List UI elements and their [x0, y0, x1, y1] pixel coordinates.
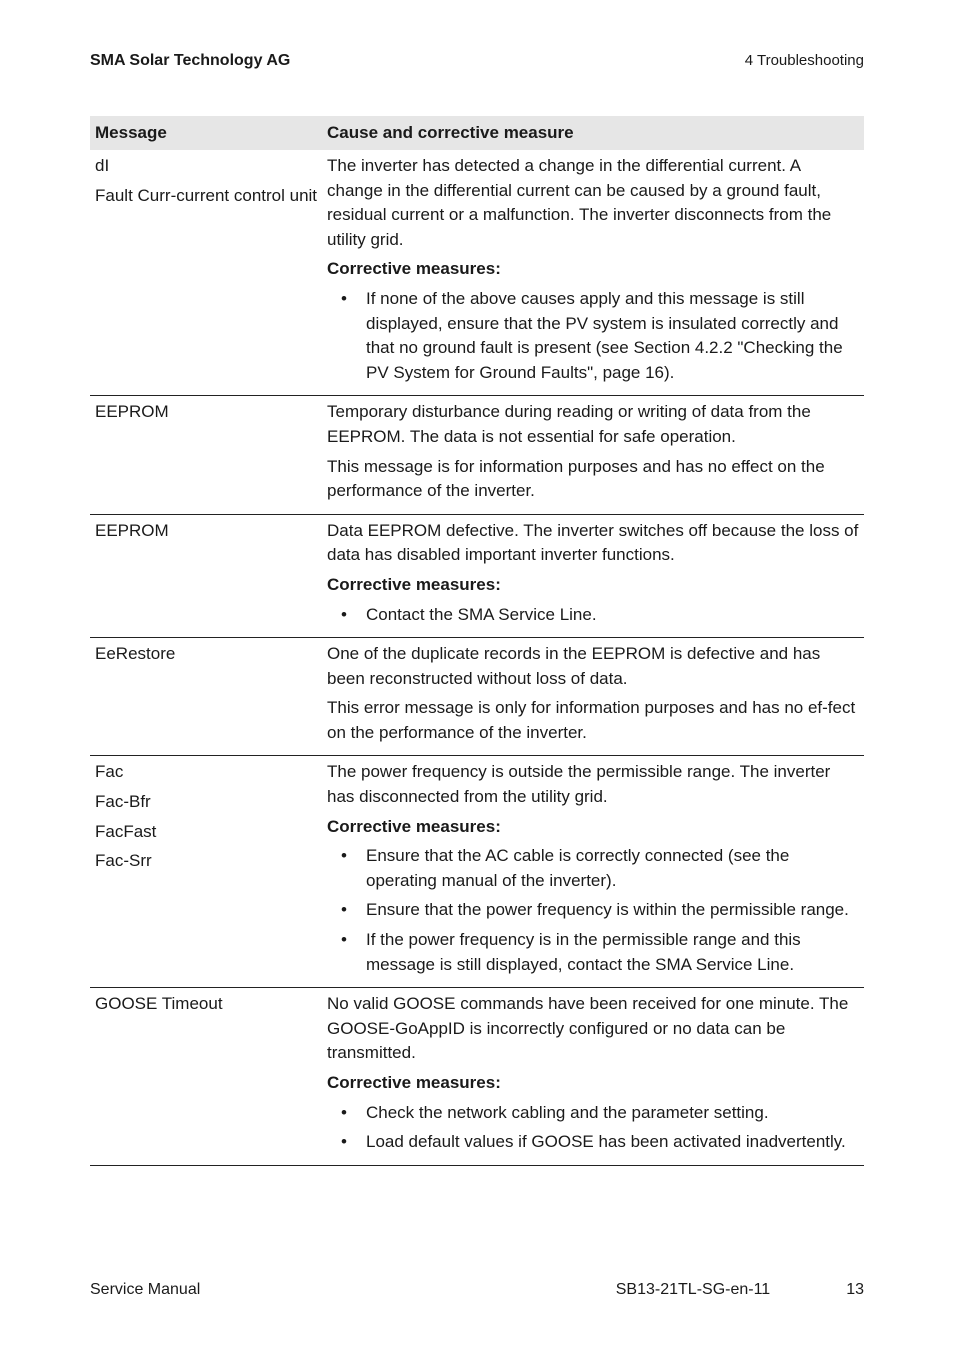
list-item-text: Ensure that the power frequency is within the permissible range.	[366, 900, 849, 920]
cause-cell	[322, 642, 864, 750]
corrective-measures-heading: Corrective measures:	[327, 574, 501, 594]
corrective-measures-heading: Corrective measures:	[327, 1073, 501, 1092]
list-item	[327, 898, 860, 923]
list-item	[327, 1130, 860, 1155]
cause-cell	[322, 992, 864, 1160]
cause-paragraph: This error message is only for information purposes and has no ef-fect on the performance of the inverter.	[327, 698, 856, 742]
message-code: Fac-Srr	[95, 851, 152, 871]
list-item	[327, 287, 860, 385]
list-item	[327, 844, 860, 893]
cause-cell	[322, 400, 864, 508]
message-cell	[90, 519, 322, 632]
corrective-measures-heading: Corrective measures:	[327, 816, 501, 836]
troubleshooting-table	[90, 116, 864, 1166]
page-number: 13	[846, 1281, 864, 1298]
message-code: FacFast	[95, 821, 157, 841]
corrective-measures-list	[327, 844, 860, 977]
cause-paragraph: No valid GOOSE commands have been received for one minute. The GOOSE-GoAppID is incorrectly configured or no data can be transmitted.	[327, 994, 849, 1063]
cause-paragraph: The power frequency is outside the permissible range. The inverter has disconnected from the utility grid.	[327, 762, 831, 807]
message-code: EEPROM	[95, 402, 169, 422]
corrective-measures-heading: Corrective measures:	[327, 259, 501, 279]
cause-paragraph: Data EEPROM defective. The inverter switches off because the loss of data has disabled important inverter functions.	[327, 520, 859, 565]
chapter-title: 4 Troubleshooting	[744, 52, 864, 69]
corrective-measures-list	[327, 287, 860, 385]
document-id: SB13-21TL-SG-en-11	[615, 1281, 771, 1298]
bullet-icon: •	[341, 930, 347, 950]
table-row	[90, 756, 864, 988]
table-header	[90, 116, 864, 150]
table-row	[90, 396, 864, 514]
bullet-icon: •	[341, 1132, 347, 1152]
message-code: GOOSE Timeout	[95, 994, 223, 1014]
column-header-cause: Cause and corrective measure	[327, 122, 574, 142]
page-header	[90, 52, 864, 70]
bullet-icon: •	[341, 1102, 347, 1122]
list-item-text: Check the network cabling and the parameter setting.	[366, 1102, 769, 1122]
table-row	[90, 515, 864, 638]
bullet-icon: •	[341, 846, 347, 866]
message-code: Fault Curr-current control unit	[95, 185, 318, 205]
bullet-icon: •	[341, 900, 347, 920]
message-code: Fac	[95, 762, 124, 782]
corrective-measures-list	[327, 603, 860, 628]
cause-cell	[322, 154, 864, 390]
corrective-measures-list	[327, 1101, 860, 1155]
page-footer	[90, 1281, 864, 1299]
message-code: dI	[95, 156, 110, 175]
cause-cell	[322, 760, 864, 982]
table-row	[90, 150, 864, 396]
list-item	[327, 603, 860, 628]
bullet-icon: •	[341, 604, 347, 624]
message-cell	[90, 400, 322, 508]
list-item-text: Contact the SMA Service Line.	[366, 604, 597, 624]
message-code: EeRestore	[95, 644, 176, 664]
cause-paragraph: The inverter has detected a change in the differential current. A change in the differential current can be caused by a ground fault, residual current or a malfunction. The inverter disconnects from the utility grid.	[327, 156, 832, 249]
message-code: EEPROM	[95, 520, 169, 540]
message-cell	[90, 992, 322, 1160]
column-header-message: Message	[95, 122, 167, 142]
message-cell	[90, 760, 322, 982]
company-name: SMA Solar Technology AG	[90, 52, 291, 69]
manual-name: Service Manual	[90, 1281, 201, 1298]
message-code: Fac-Bfr	[95, 792, 151, 812]
cause-cell	[322, 519, 864, 632]
list-item-text: Load default values if GOOSE has been activated inadvertently.	[366, 1132, 846, 1152]
cause-paragraph: This message is for information purposes and has no effect on the performance of the inverter.	[327, 456, 825, 501]
footer-right	[616, 1281, 864, 1299]
list-item-text: If the power frequency is in the permissible range and this message is still displayed, contact the SMA Service Line.	[366, 930, 801, 974]
message-cell	[90, 642, 322, 750]
bullet-icon: •	[341, 288, 347, 308]
cause-paragraph: One of the duplicate records in the EEPROM is defective and has been reconstructed without loss of data.	[327, 644, 821, 688]
cause-paragraph: Temporary disturbance during reading or writing of data from the EEPROM. The data is not essential for safe operation.	[327, 402, 811, 446]
table-row	[90, 988, 864, 1166]
list-item	[327, 928, 860, 977]
list-item	[327, 1101, 860, 1126]
list-item-text: If none of the above causes apply and this message is still displayed, ensure that the PV system is insulated correctly and that no ground fault is present (see Section 4.2.2 "Checking the PV System for Ground Faults", page 16).	[366, 288, 843, 382]
table-body	[90, 150, 864, 1166]
table-row	[90, 638, 864, 756]
list-item-text: Ensure that the AC cable is correctly connected (see the operating manual of the inverter).	[366, 846, 790, 890]
message-cell	[90, 154, 322, 390]
